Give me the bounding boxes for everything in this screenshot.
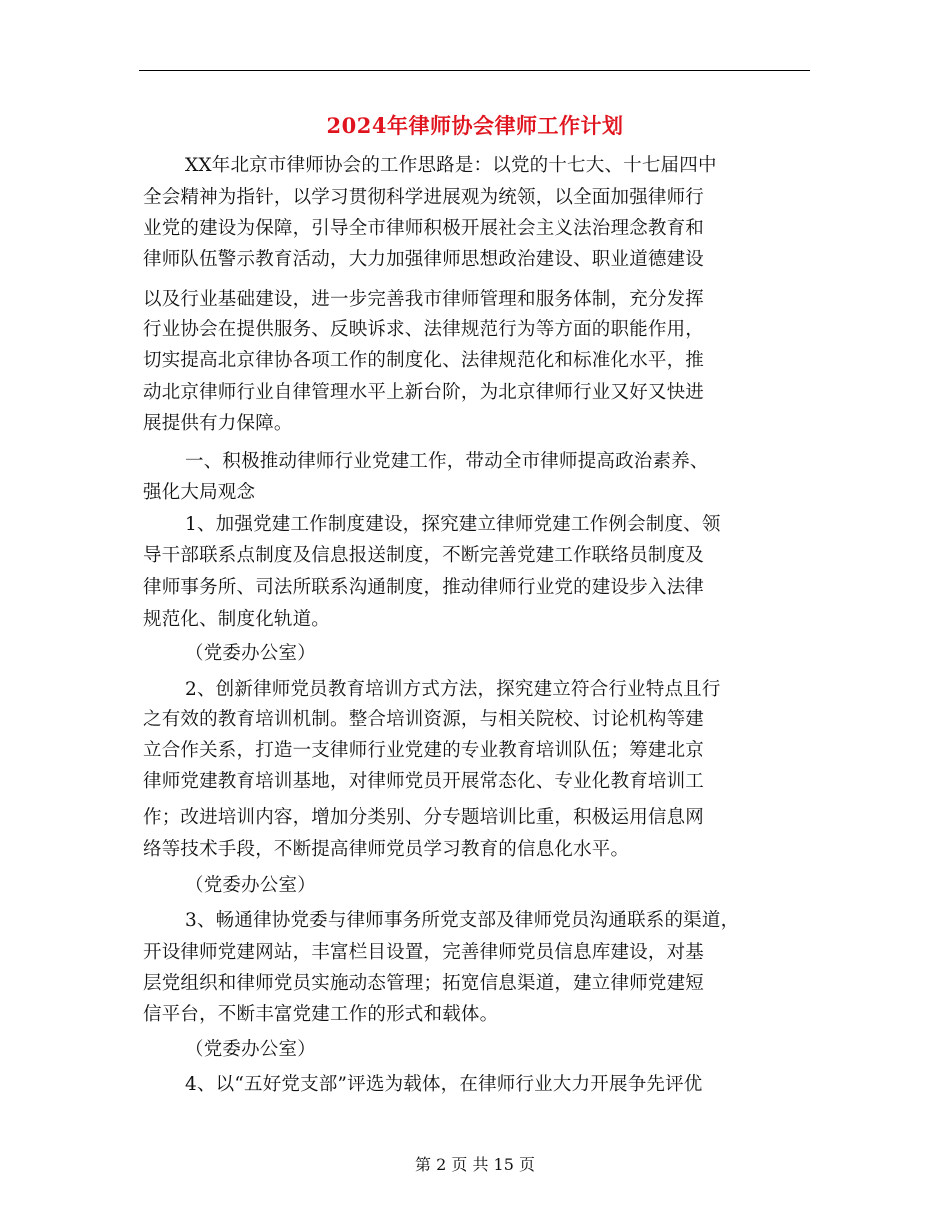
body-line: 律师党建教育培训基地，对律师党员开展常态化、专业化教育培训工: [143, 771, 705, 792]
header-rule: [139, 70, 810, 71]
body-line: 业党的建设为保障，引导全市律师积极开展社会主义法治理念教育和: [143, 218, 705, 239]
body-line: 导干部联系点制度及信息报送制度，不断完善党建工作联络员制度及: [143, 545, 705, 566]
body-line: XX年北京市律师协会的工作思路是：以党的十七大、十七届四中: [185, 155, 717, 176]
body-line: 立合作关系，打造一支律师行业党建的专业教育培训队伍；筹建北京: [143, 740, 705, 761]
body-line: 层党组织和律师党员实施动态管理；拓宽信息渠道，建立律师党建短: [143, 973, 705, 994]
body-line: 作；改进培训内容，增加分类别、分专题培训比重，积极运用信息网: [143, 807, 705, 828]
body-line: 之有效的教育培训机制。整合培训资源，与相关院校、讨论机构等建: [143, 709, 705, 730]
body-line: 律师事务所、司法所联系沟通制度，推动律师行业党的建设步入法律: [143, 577, 705, 598]
body-line: 络等技术手段，不断提高律师党员学习教育的信息化水平。: [143, 839, 630, 860]
body-line: 全会精神为指针，以学习贯彻科学进展观为统领，以全面加强律师行: [143, 187, 705, 208]
department-note: （党委办公室）: [185, 1039, 316, 1060]
department-note: （党委办公室）: [185, 643, 316, 664]
body-line: 规范化、制度化轨道。: [143, 609, 331, 630]
section-heading-line: 强化大局观念: [143, 482, 256, 503]
body-line: 1、加强党建工作制度建设，探究建立律师党建工作例会制度、领: [185, 514, 721, 535]
body-line: 展提供有力保障。: [143, 413, 293, 434]
department-note: （党委办公室）: [185, 875, 316, 896]
body-line: 律师队伍警示教育活动，大力加强律师思想政治建设、职业道德建设: [143, 249, 705, 270]
body-line: 3、畅通律协党委与律师事务所党支部及律师党员沟通联系的渠道，: [185, 910, 740, 931]
body-line: 开设律师党建网站，丰富栏目设置，完善律师党员信息库建设，对基: [143, 942, 705, 963]
page-number: 第 2 页 共 15 页: [415, 1155, 535, 1174]
body-line: 以及行业基础建设，进一步完善我市律师管理和服务体制，充分发挥: [143, 289, 705, 310]
body-line: 信平台，不断丰富党建工作的形式和载体。: [143, 1004, 499, 1025]
body-line: 切实提高北京律协各项工作的制度化、法律规范化和标准化水平，推: [143, 350, 705, 371]
body-line: 动北京律师行业自律管理水平上新台阶，为北京律师行业又好又快进: [143, 382, 705, 403]
body-line: 2、创新律师党员教育培训方式方法，探究建立符合行业特点且行: [185, 679, 721, 700]
section-heading-line: 一、积极推动律师行业党建工作，带动全市律师提高政治素养、: [185, 451, 709, 472]
document-title: 2024年律师协会律师工作计划: [326, 113, 624, 138]
body-line: 行业协会在提供服务、反映诉求、法律规范行为等方面的职能作用，: [143, 319, 705, 340]
body-line: 4、以“五好党支部”评选为载体，在律师行业大力开展争先评优: [185, 1074, 703, 1095]
